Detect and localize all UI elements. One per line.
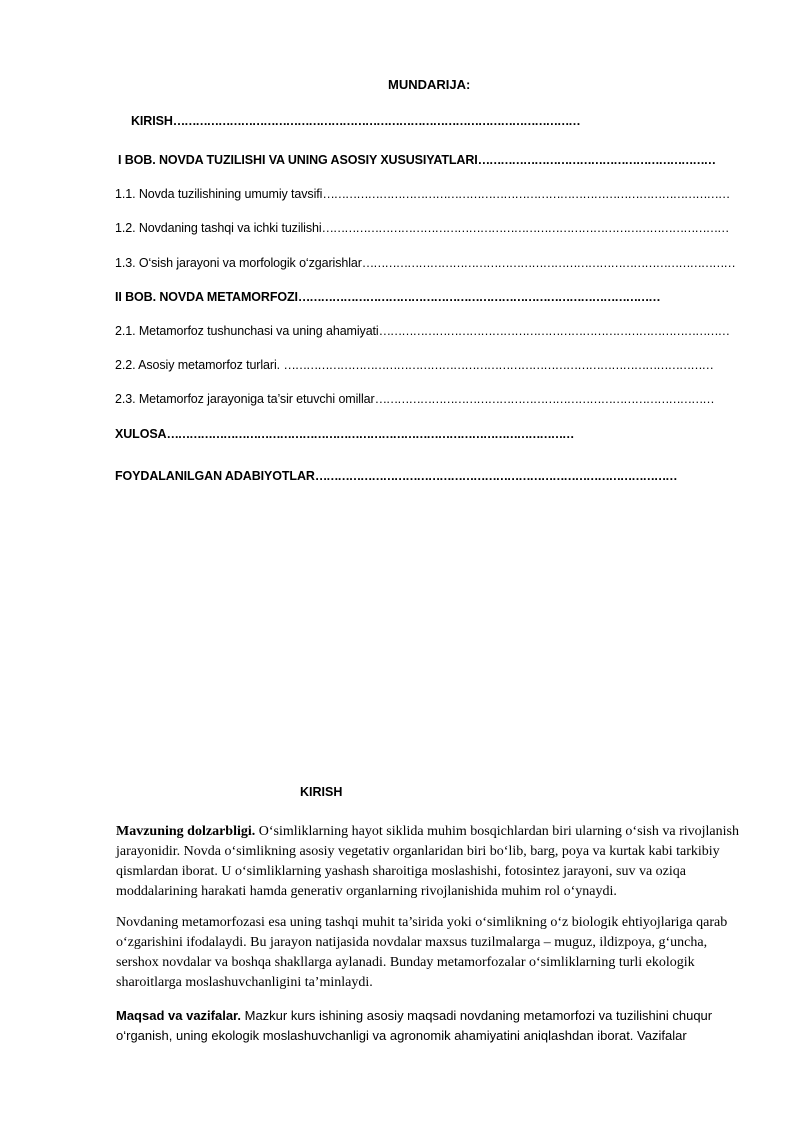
toc-entry-label: II BOB. NOVDA METAMORFOZI: [115, 290, 298, 304]
contents-title: MUNDARIJA:: [388, 77, 471, 92]
toc-entry-xulosa[interactable]: [115, 427, 573, 441]
toc-entry-2-1[interactable]: [115, 324, 729, 338]
toc-dots: ………………………………………………………………………………………: [361, 256, 735, 270]
toc-dots: ……………………………………………………………………………………………………: [283, 358, 713, 372]
toc-entry-2-2[interactable]: [115, 358, 713, 372]
toc-entry-label: 2.2. Asosiy metamorfoz turlari.: [115, 358, 284, 372]
toc-entry-1-1[interactable]: [115, 187, 729, 201]
paragraph-body: O‘simliklarning hayot siklida muhim bosqichlardan biri ularning o‘sish va rivojlanish jarayonidir. Novda o‘simlikning asosiy vegetativ organlaridan biri bo‘lib, barg, poya va kurtak kabi tarkibiy qismlardan iborat. U o‘simliklarning yashash sharoitiga moslashishi, fotosintez jarayoni, suv va oziqa moddalarining harakati hamda generativ organlarning rivojlanishida muhim rol o‘ynaydi.: [116, 824, 739, 899]
toc-entry-2-3[interactable]: [115, 392, 714, 406]
toc-entry-references[interactable]: [115, 469, 676, 483]
toc-dots: ………………………………………………………: [477, 153, 715, 167]
toc-entry-1-2[interactable]: [115, 221, 728, 235]
toc-entry-label: 1.3. O‘sish jarayoni va morfologik o‘zgarishlar: [115, 256, 362, 270]
toc-entry-label: FOYDALANILGAN ADABIYOTLAR: [115, 469, 315, 483]
toc-entry-label: XULOSA: [115, 427, 167, 441]
toc-entry-label: 1.1. Novda tuzilishining umumiy tavsifi: [115, 187, 323, 201]
intro-paragraph-2: [116, 913, 746, 993]
toc-entry-label: 2.3. Metamorfoz jarayoniga ta’sir etuvchi omillar: [115, 392, 375, 406]
toc-dots: …………………………………………………………………………………: [378, 324, 729, 338]
toc-dots: ……………………………………………………………………………………: [297, 290, 660, 304]
toc-entry-kirish[interactable]: [131, 114, 580, 128]
paragraph-body: Novdaning metamorfozasi esa uning tashqi muhit ta’sirida yoki o‘simlikning o‘z biologik ehtiyojlariga qarab o‘zgarishini ifodalaydi. Bu jarayon natijasida novdalar maxsus tuzilmalarga – muguz, ildizpoya, g‘uncha, sershox novdalar va boshqa shakllarga aylanadi. Bunday metamorfozalar o‘simliklarning turli ekologik sharoitlarga moslashuvchanligini ta’minlaydi.: [116, 915, 728, 990]
paragraph-lead: Mavzuning dolzarbligi.: [116, 824, 256, 839]
intro-paragraph-1: [116, 822, 746, 902]
toc-entry-chapter-2[interactable]: [115, 290, 660, 304]
toc-entry-label: 2.1. Metamorfoz tushunchasi va uning ahamiyati: [115, 324, 379, 338]
toc-entry-label: KIRISH: [131, 114, 173, 128]
toc-entry-1-3[interactable]: [115, 256, 735, 270]
toc-dots: ………………………………………………………………………………: [374, 392, 714, 406]
paragraph-body: Mazkur kurs ishining asosiy maqsadi novdaning metamorfozi va tuzilishini chuqur o‘rganish, uning ekologik moslashuvchanligi va agronomik ahamiyatini aniqlashdan iborat. Vazifalar: [116, 1008, 713, 1043]
toc-entry-chapter-1[interactable]: [118, 153, 715, 167]
toc-entry-label: 1.2. Novdaning tashqi va ichki tuzilishi: [115, 221, 322, 235]
intro-paragraph-3: [116, 1006, 746, 1046]
paragraph-lead: Maqsad va vazifalar.: [116, 1008, 242, 1023]
toc-entry-label: I BOB. NOVDA TUZILISHI VA UNING ASOSIY XUSUSIYATLARI: [118, 153, 478, 167]
toc-dots: ………………………………………………………………………………………………: [321, 221, 729, 235]
intro-heading: KIRISH: [300, 785, 343, 799]
toc-dots: ………………………………………………………………………………………………: [172, 114, 580, 128]
toc-dots: ……………………………………………………………………………………: [314, 469, 677, 483]
toc-dots: ………………………………………………………………………………………………: [322, 187, 730, 201]
toc-dots: ………………………………………………………………………………………………: [166, 427, 574, 441]
